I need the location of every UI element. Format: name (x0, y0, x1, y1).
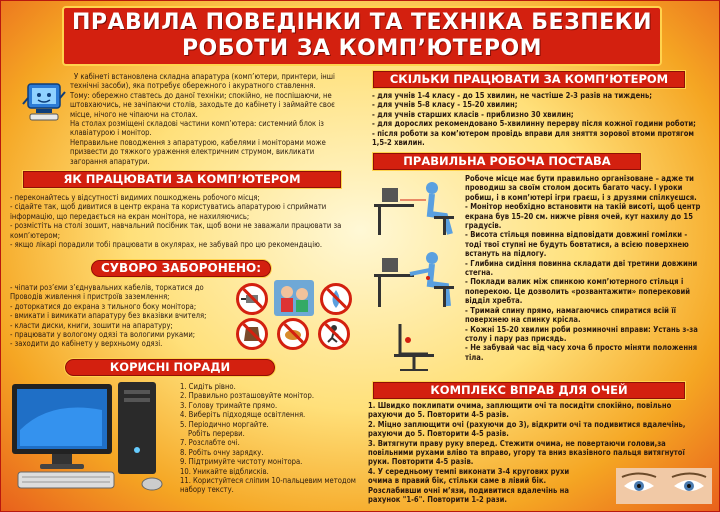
list-item: - заходити до кабінету у верхньому одязі. (10, 339, 163, 349)
list-item: 7. Розслабте очі. (180, 438, 240, 448)
list-item: - класти диски, книги, зошити на апаратуру; (10, 320, 173, 330)
intro-paragraph: На столах розміщені складові частини комп’ютера: системний блок із клавіатурою і монітор. (70, 119, 324, 138)
list-item: Робіть перерви. (188, 429, 245, 439)
list-item: - Не забувай час від часу хоча б просто міняти положення тіла. (465, 343, 698, 362)
how-long-header: СКІЛЬКИ ПРАЦЮВАТИ ЗА КОМП’ЮТЕРОМ (372, 70, 686, 89)
list-item: - Поклади валик між спинкою комп’ютерного стільця і поперекою. Це дозволить «розвантажити» поперековий відділ хребта. (465, 277, 691, 306)
title-line-1: ПРАВИЛА ПОВЕДІНКИ ТА ТЕХНІКА БЕЗПЕКИ (71, 10, 653, 35)
list-item: - Кожні 15-20 хвилин роби розминочні вправи: Устань з-за столу і пару раз присядь. (465, 324, 698, 343)
list-item: - Монітор необхідно встановити на такій висоті, щоб центр екрана був 15-20 см. нижче рівня очей, кут нахилу до 15 градусів. (465, 202, 701, 231)
no-cables-icon (236, 283, 268, 315)
how-to-work-header: ЯК ПРАЦЮВАТИ ЗА КОМП’ЮТЕРОМ (22, 170, 342, 189)
children-at-computer-illustration (272, 278, 316, 318)
list-item: 9. Підтримуйте чистоту монітора. (180, 457, 303, 467)
intro-paragraph: Неправильне поводження з апаратурою, кабелями і моніторами може призвести до тяжкого ураження електричним струмом, викликати загорання апаратури. (70, 137, 326, 166)
list-item: - для учнів 5-8 класу - 15-20 хвилин; (372, 100, 518, 110)
intro-text (70, 72, 352, 166)
list-item: - для учнів старших класів - приблизно 30 хвилин; (372, 109, 574, 119)
list-item: - переконайтесь у відсутності видимих пошкоджень робочого місця; (10, 193, 260, 202)
list-item: - сідайте так, щоб дивитися в центр екрана та користуватись апаратурою і сприймати інформацію, що передається на екран монітора, не нахиляючись; (10, 202, 327, 221)
how-to-work-list (10, 193, 356, 249)
list-item: 4. Виберіть підходяще освітлення. (180, 410, 306, 420)
forbidden-header: СУВОРО ЗАБОРОНЕНО: (90, 259, 272, 278)
list-item: 5. Періодично моргайте. (180, 419, 269, 429)
poster-title (62, 6, 662, 66)
eyes-illustration (616, 468, 712, 504)
list-item: - працювати у вологому одязі та вологими руками; (10, 330, 196, 340)
tips-header: КОРИСНІ ПОРАДИ (64, 358, 276, 377)
list-item: 3. Голову тримайте прямо. (180, 400, 278, 410)
list-item: 1. Сидіть рівно. (180, 382, 236, 391)
no-wet-hands-icon (320, 283, 352, 315)
desktop-computer-illustration (10, 380, 176, 496)
intro-paragraph: Тому: обережно ставтесь до даної техніки; спокійно, не поспішаючи, не штовхаючись, не зачіпаючи столів, заходьте до кабінету і займайте своє місце, нічого не чіпаючи на столах. (70, 90, 335, 119)
title-line-2: РОБОТИ ЗА КОМП’ЮТЕРОМ (181, 36, 543, 61)
list-item: 11. Користуйтеся сліпим 10-пальцевим методом набору тексту. (180, 476, 356, 495)
list-item: 3. Витягнути праву руку вперед. Стежити очима, не повертаючи голови,за повільними рухами вліво та вправо, угору та вниз вказівного пальця витягнутої руки. Повторити 4-5 разів. (368, 438, 685, 467)
list-item: - чіпати роз’єми з’єднувальних кабелів, торкатися до Проводів живлення і пристроїв заземлення; (10, 283, 204, 302)
posture-intro: Робоче місце має бути правильно організоване – адже ти проводиш за своїм столом досить багато часу. І уроки робиш, і в комп’ютері ігри граєш, і з друзями спілкуєшся. (465, 174, 697, 202)
posture-illustration (370, 174, 462, 374)
computer-mascot-icon (22, 80, 66, 124)
intro-paragraph: У кабінеті встановлена складна апаратура (комп’ютери, принтери, інші технічні засоби), яка потребує обережного і акуратного ставлення. (70, 72, 335, 91)
list-item: - розмістіть на столі зошит, навчальний посібник так, щоб вони не заважали працювати за комп’ютером; (10, 221, 342, 240)
list-item: - Глибина сидіння повинна складати дві третини довжини стегна. (465, 258, 698, 278)
forbidden-list (10, 283, 232, 349)
list-item: - для дорослих рекомендовано 5-хвилинну перерву після кожної години роботи; (372, 119, 696, 129)
list-item: - якщо лікарі порадили тобі працювати в окулярах, не забувай про цю рекомендацію. (10, 240, 323, 250)
no-food-icon (277, 318, 309, 350)
list-item: - після роботи за ком’ютером провідь вправи для зняття зорової втоми протягом 1,5-2 хвилин. (372, 128, 694, 148)
posture-text (465, 174, 703, 362)
tips-list (180, 382, 360, 495)
list-item: - Висота стільця повинна відповідати довжині гомілки - тоді твої ступні не будуть бовтатися, а всією поверхнею встануть на підлогу. (465, 230, 689, 259)
list-item: - доторкатися до екрана з тильного боку монітора; (10, 301, 197, 311)
no-running-icon (318, 318, 350, 350)
no-coat-icon (236, 318, 268, 350)
list-item: 10. Уникайте відблисків. (180, 466, 269, 476)
list-item: 8. Робіть очну зарядку. (180, 447, 264, 457)
list-item: 2. Правильно розташовуйте монітор. (180, 391, 314, 401)
list-item: - для учнів 1-4 класу - до 15 хвилин, не частіше 2-3 разів на тиждень; (372, 91, 652, 100)
posture-header: ПРАВИЛЬНА РОБОЧА ПОСТАВА (372, 152, 642, 171)
list-item: - вмикати і вимикати апаратуру без вказівки вчителя; (10, 311, 207, 321)
list-item: 1. Швидко поклипати очима, заплющити очі та посидіти спокійно, повільно рахуючи до 5. Повторити 4-5 разів. (368, 401, 672, 420)
list-item: 4. У середньому темпі виконати 3-4 кругових рухи очима в правий бік, стільки саме в лівий бік. Розслабивши очні м’язи, подивитися вдалечінь на рахунок "1-6". Повторити 1-2 рази. (368, 466, 570, 505)
eyes-header: КОМПЛЕКС ВПРАВ ДЛЯ ОЧЕЙ (372, 381, 686, 400)
list-item: - Тримай спину прямо, намагаючись спиратися всій її поверхнею на спинку крісла. (465, 305, 676, 325)
list-item: 2. Міцно заплющити очі (рахуючи до 3), відкрити очі та подивитися вдалечінь, рахуючи до 5. Повторити 4-5 разів. (368, 419, 686, 439)
how-long-list (372, 91, 702, 147)
